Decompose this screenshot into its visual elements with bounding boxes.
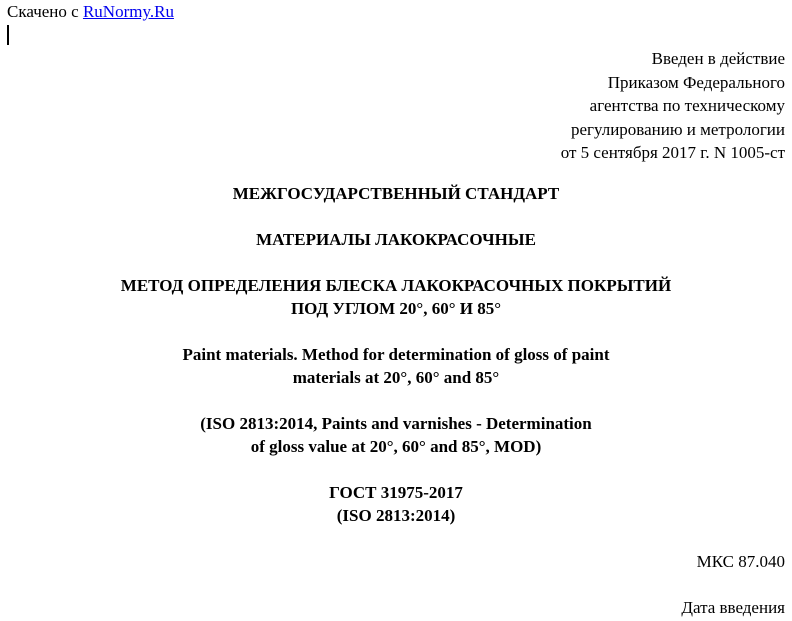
title-ru-line1: МЕТОД ОПРЕДЕЛЕНИЯ БЛЕСКА ЛАКОКРАСОЧНЫХ ПОКРЫТИЙ (120, 276, 672, 295)
enactment-line: агентства по техническому (589, 96, 785, 115)
intro-date-label: Дата введения (681, 598, 785, 617)
enactment-line: Введен в действие (651, 49, 785, 68)
gost-number: ГОСТ 31975-2017 (329, 483, 463, 502)
mks-code: МКС 87.040 (696, 552, 785, 571)
iso-ref-line1: (ISO 2813:2014, Paints and varnishes - Determination (200, 414, 592, 433)
standard-subject: МАТЕРИАЛЫ ЛАКОКРАСОЧНЫЕ (256, 230, 536, 249)
iso-number: (ISO 2813:2014) (336, 506, 456, 525)
source-prefix: Скачено с (7, 2, 83, 21)
title-en-line2: materials at 20°, 60° and 85° (292, 368, 500, 387)
enactment-line: Приказом Федерального (607, 72, 785, 92)
enactment-line: регулированию и метрологии (570, 119, 785, 139)
source-line (7, 2, 174, 22)
source-link[interactable]: RuNormy.Ru (82, 2, 174, 21)
text-cursor (7, 25, 9, 45)
enactment-line: от 5 сентября 2017 г. N 1005-ст (560, 143, 785, 162)
standard-category: МЕЖГОСУДАРСТВЕННЫЙ СТАНДАРТ (232, 184, 560, 203)
title-en-line1: Paint materials. Method for determination of gloss of paint (182, 345, 610, 364)
enactment-block (561, 47, 785, 165)
title-ru-line2: ПОД УГЛОМ 20°, 60° И 85° (290, 299, 502, 318)
iso-ref-line2: of gloss value at 20°, 60° and 85°, MOD) (250, 437, 542, 456)
